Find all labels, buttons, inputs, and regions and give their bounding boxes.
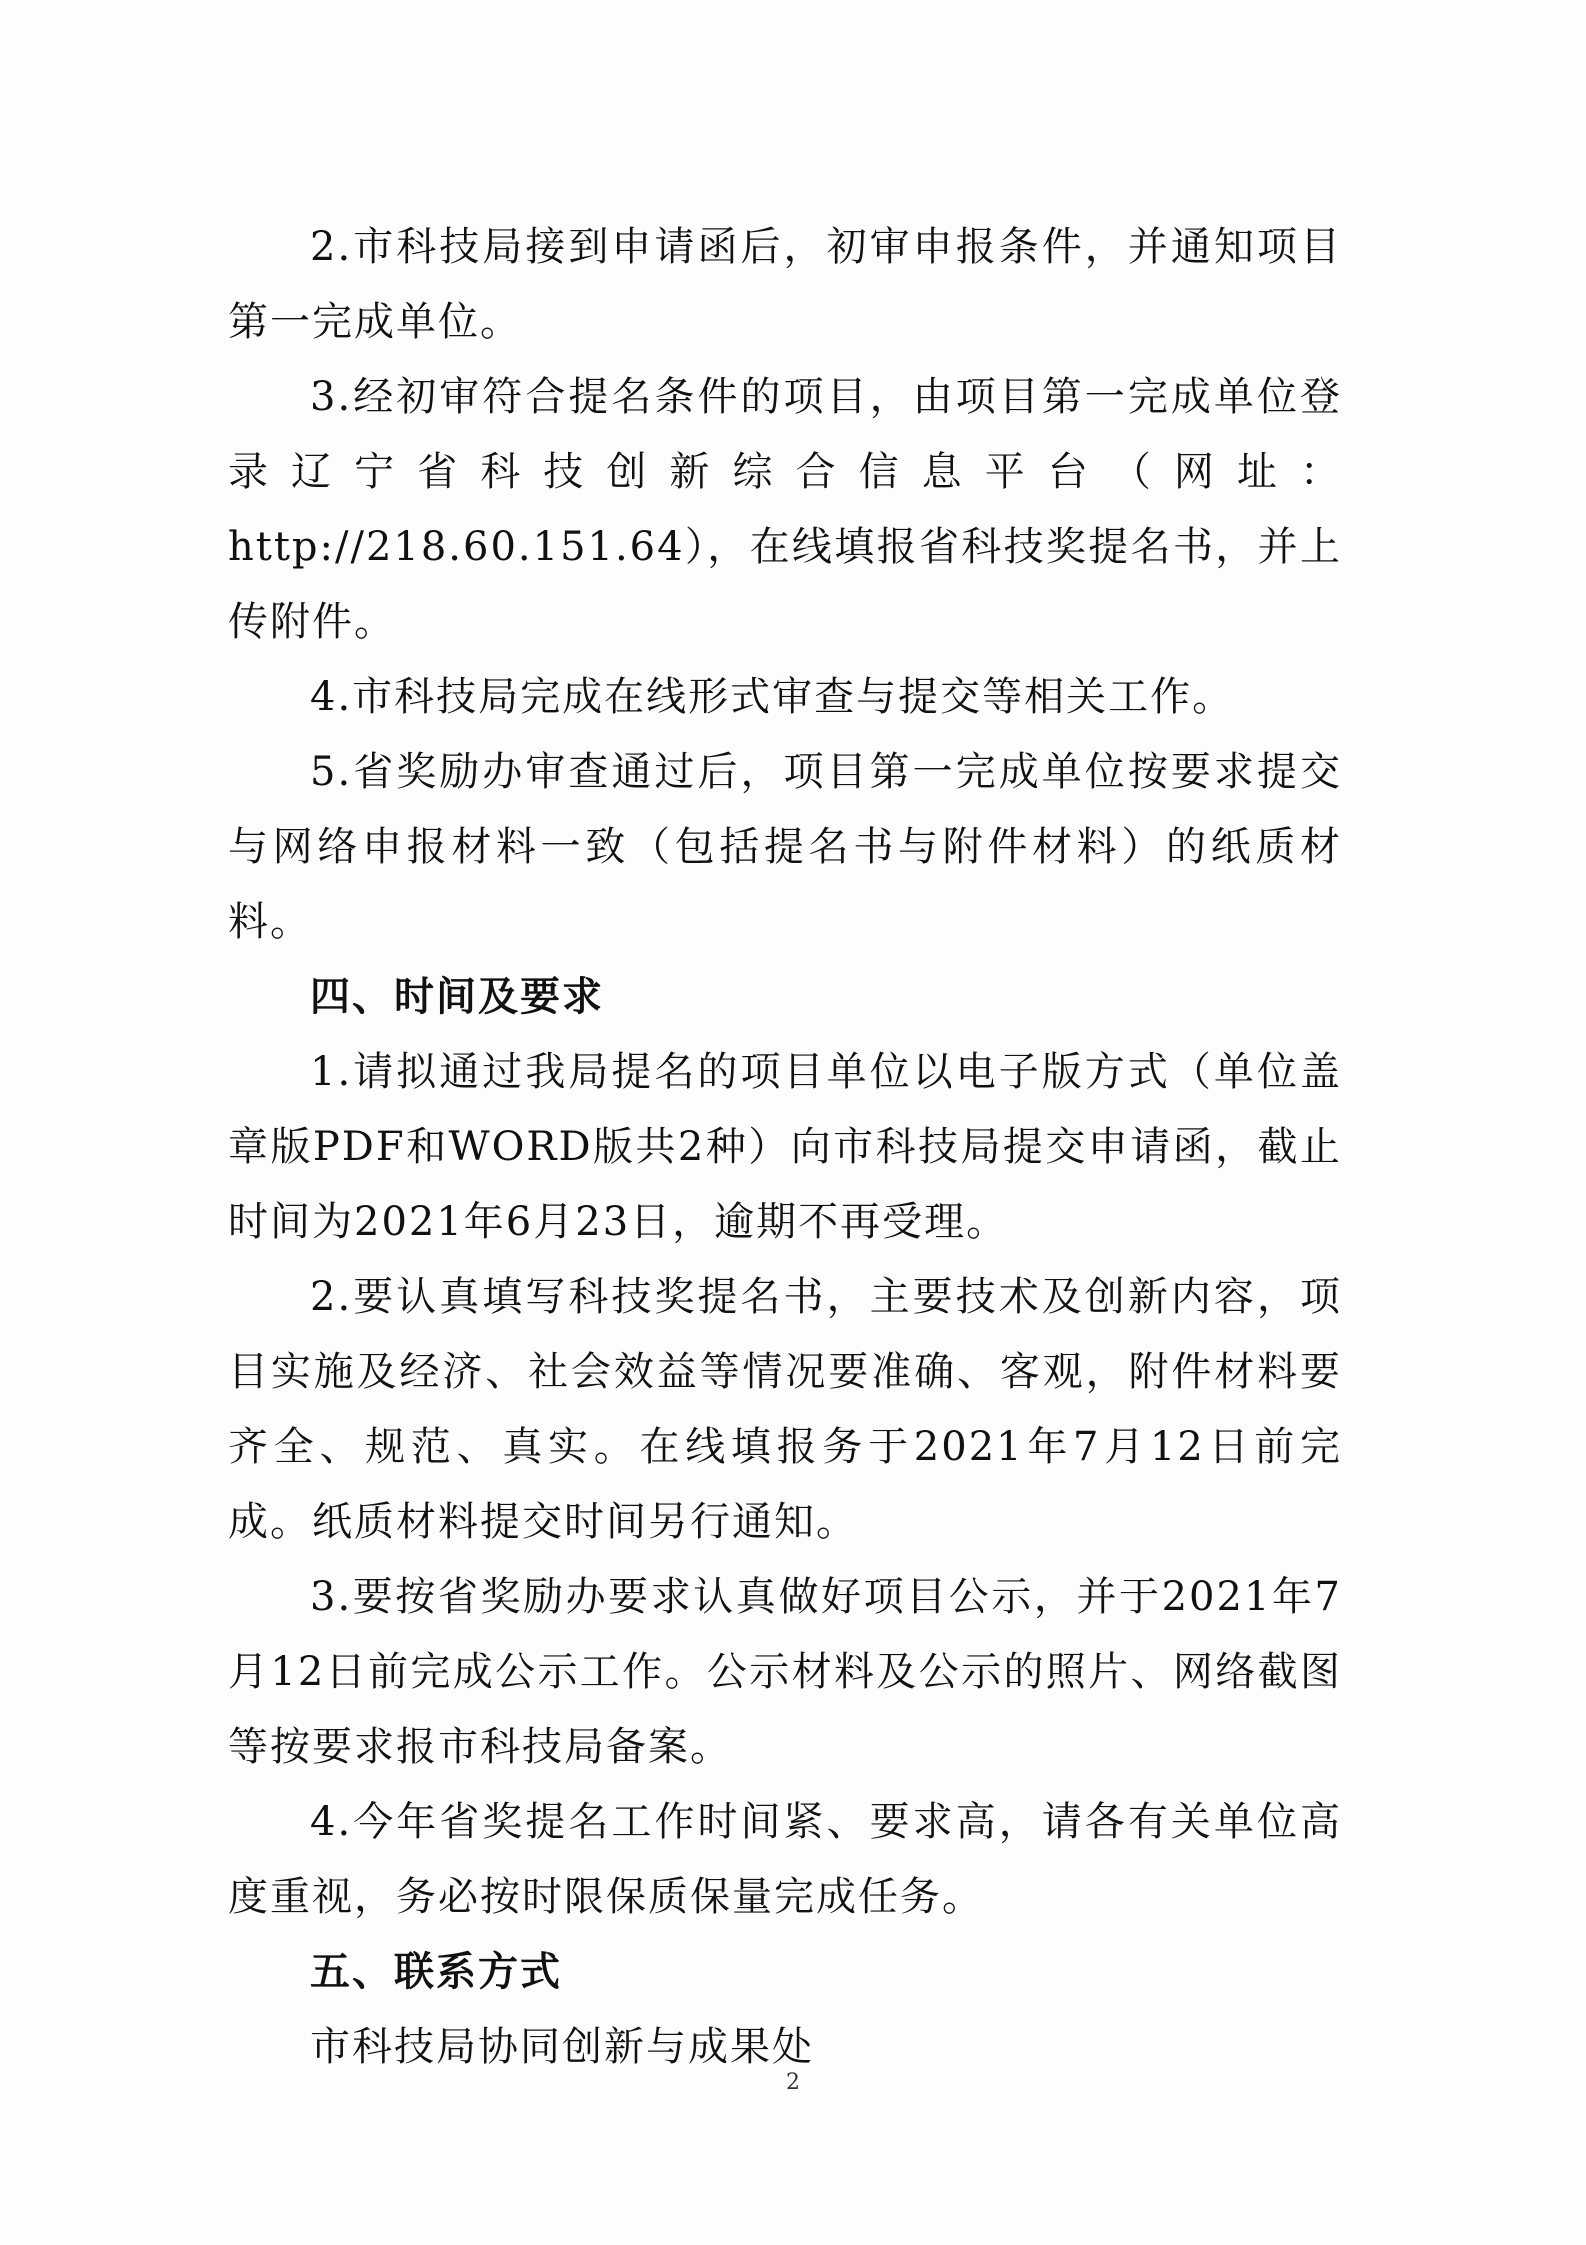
paragraph-requirement-4: 4.今年省奖提名工作时间紧、要求高，请各有关单位高度重视，务必按时限保质保量完成任务。 (228, 1799, 1342, 1920)
page-number: 2 (786, 2070, 800, 2095)
paragraph-contact-office: 市科技局协同创新与成果处 (310, 2024, 814, 2070)
paragraph-step-2: 2.市科技局接到申请函后，初审申报条件，并通知项目第一完成单位。 (228, 224, 1342, 345)
paragraph-requirement-1: 1.请拟通过我局提名的项目单位以电子版方式（单位盖章版PDF和WORD版共2种）向市科技局提交申请函，截止时间为2021年6月23日，逾期不再受理。 (228, 1049, 1342, 1245)
section-heading-contact: 五、联系方式 (310, 1949, 562, 1995)
paragraph-requirement-3: 3.要按省奖励办要求认真做好项目公示，并于2021年7月12日前完成公示工作。公示材料及公示的照片、网络截图等按要求报市科技局备案。 (228, 1574, 1342, 1770)
document-body (228, 210, 1342, 2085)
paragraph-step-3: 3.经初审符合提名条件的项目，由项目第一完成单位登录辽宁省科技创新综合信息平台（网址：http://218.60.151.64），在线填报省科技奖提名书，并上传附件。 (228, 374, 1342, 645)
paragraph-requirement-2: 2.要认真填写科技奖提名书，主要技术及创新内容，项目实施及经济、社会效益等情况要准确、客观，附件材料要齐全、规范、真实。在线填报务于2021年7月12日前完成。纸质材料提交时间另行通知。 (228, 1274, 1342, 1545)
section-heading-time-requirements: 四、时间及要求 (310, 974, 604, 1020)
paragraph-step-4: 4.市科技局完成在线形式审查与提交等相关工作。 (310, 674, 1235, 720)
paragraph-step-5: 5.省奖励办审查通过后，项目第一完成单位按要求提交与网络申报材料一致（包括提名书与附件材料）的纸质材料。 (228, 749, 1342, 945)
